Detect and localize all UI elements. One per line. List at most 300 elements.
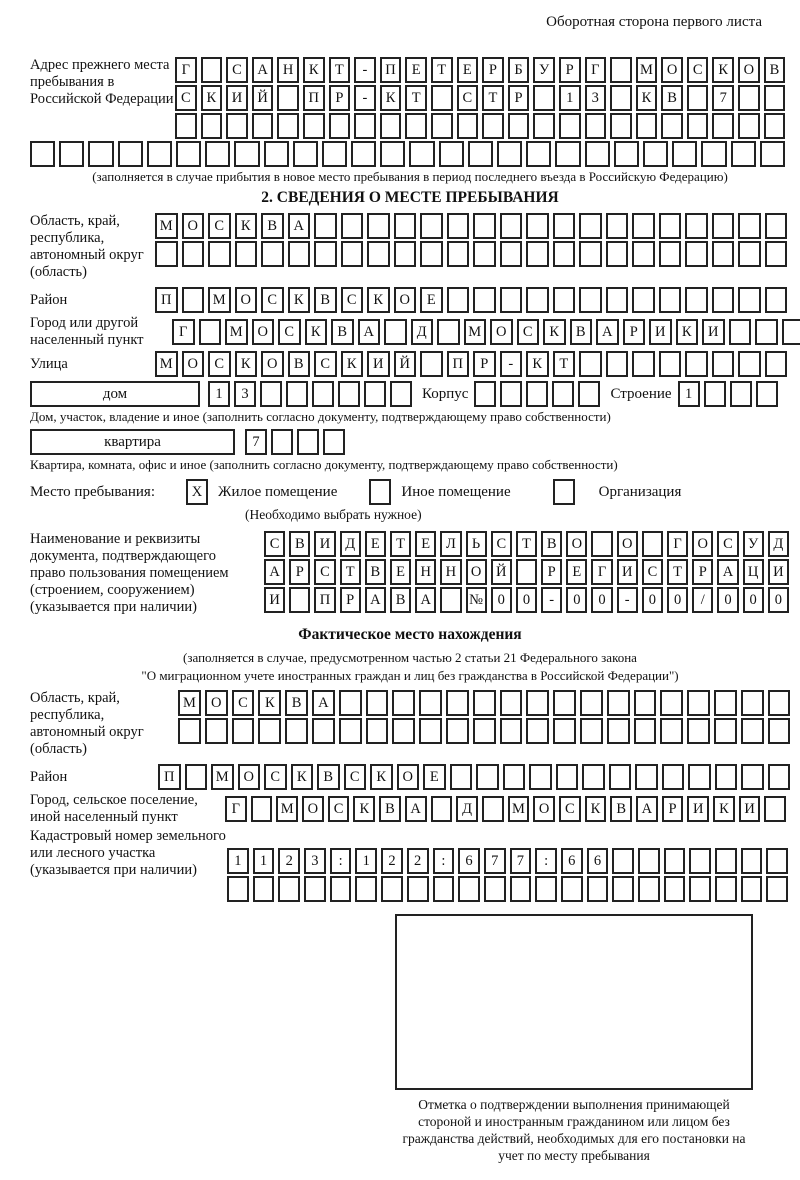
char-cell[interactable]: 7 [510, 848, 532, 874]
char-cell[interactable]: 0 [743, 587, 764, 613]
char-cell[interactable] [741, 876, 763, 902]
char-cell[interactable]: Д [340, 531, 361, 557]
char-cell[interactable]: С [278, 319, 301, 345]
char-cell[interactable]: К [341, 351, 364, 377]
char-cell[interactable]: О [466, 559, 487, 585]
char-cell[interactable]: Й [394, 351, 417, 377]
char-cell[interactable] [155, 241, 178, 267]
char-cell[interactable]: С [226, 57, 248, 83]
char-cell[interactable]: 0 [717, 587, 738, 613]
char-cell[interactable] [579, 213, 602, 239]
char-cell[interactable] [304, 876, 326, 902]
char-cell[interactable]: : [535, 848, 557, 874]
char-cell[interactable]: М [276, 796, 298, 822]
char-cell[interactable]: О [533, 796, 555, 822]
char-cell[interactable] [712, 351, 735, 377]
char-cell[interactable] [450, 764, 473, 790]
char-cell[interactable]: 3 [585, 85, 607, 111]
char-cell[interactable] [473, 213, 496, 239]
char-cell[interactable]: 2 [278, 848, 300, 874]
char-cell[interactable] [715, 848, 737, 874]
char-cell[interactable]: К [305, 319, 328, 345]
char-cell[interactable] [741, 764, 764, 790]
char-cell[interactable]: Д [411, 319, 434, 345]
char-cell[interactable]: Е [423, 764, 446, 790]
char-cell[interactable]: - [617, 587, 638, 613]
char-cell[interactable]: Д [768, 531, 789, 557]
char-cell[interactable]: К [367, 287, 390, 313]
char-cell[interactable]: К [585, 796, 607, 822]
char-cell[interactable] [277, 85, 299, 111]
char-cell[interactable]: Р [508, 85, 530, 111]
char-cell[interactable]: С [642, 559, 663, 585]
char-cell[interactable]: - [541, 587, 562, 613]
char-cell[interactable] [738, 287, 761, 313]
char-cell[interactable]: / [692, 587, 713, 613]
char-cell[interactable]: 6 [458, 848, 480, 874]
char-cell[interactable] [636, 113, 658, 139]
char-cell[interactable] [585, 141, 610, 167]
char-cell[interactable]: О [394, 287, 417, 313]
char-cell[interactable] [768, 764, 791, 790]
char-cell[interactable]: К [235, 351, 258, 377]
char-cell[interactable]: Р [329, 85, 351, 111]
char-cell[interactable] [147, 141, 172, 167]
char-cell[interactable] [500, 718, 523, 744]
char-cell[interactable] [420, 241, 443, 267]
checkbox[interactable] [553, 479, 575, 505]
char-cell[interactable]: Г [175, 57, 197, 83]
char-cell[interactable] [208, 241, 231, 267]
char-cell[interactable] [712, 241, 735, 267]
char-cell[interactable] [446, 690, 469, 716]
char-cell[interactable] [741, 690, 764, 716]
char-cell[interactable] [685, 351, 708, 377]
char-cell[interactable] [351, 141, 376, 167]
char-cell[interactable] [394, 241, 417, 267]
char-cell[interactable] [205, 718, 228, 744]
char-cell[interactable] [473, 241, 496, 267]
char-cell[interactable] [500, 381, 522, 407]
char-cell[interactable] [201, 57, 223, 83]
char-cell[interactable] [738, 213, 761, 239]
char-cell[interactable] [277, 113, 299, 139]
char-cell[interactable]: О [738, 57, 760, 83]
char-cell[interactable] [201, 113, 223, 139]
char-cell[interactable] [88, 141, 113, 167]
char-cell[interactable] [712, 113, 734, 139]
char-cell[interactable] [712, 213, 735, 239]
char-cell[interactable]: 3 [234, 381, 256, 407]
char-cell[interactable]: С [491, 531, 512, 557]
char-cell[interactable]: Р [289, 559, 310, 585]
char-cell[interactable] [526, 690, 549, 716]
char-cell[interactable] [405, 113, 427, 139]
char-cell[interactable] [182, 241, 205, 267]
checkbox[interactable] [369, 479, 391, 505]
char-cell[interactable]: К [526, 351, 549, 377]
char-cell[interactable] [420, 351, 443, 377]
char-cell[interactable]: Т [516, 531, 537, 557]
char-cell[interactable] [580, 718, 603, 744]
char-cell[interactable] [226, 113, 248, 139]
char-cell[interactable] [175, 113, 197, 139]
char-cell[interactable] [729, 319, 752, 345]
char-cell[interactable] [755, 319, 778, 345]
char-cell[interactable]: В [285, 690, 308, 716]
char-cell[interactable]: Р [662, 796, 684, 822]
char-cell[interactable] [339, 718, 362, 744]
char-cell[interactable] [312, 718, 335, 744]
char-cell[interactable] [314, 213, 337, 239]
char-cell[interactable]: Е [566, 559, 587, 585]
char-cell[interactable]: М [208, 287, 231, 313]
char-cell[interactable] [607, 690, 630, 716]
char-cell[interactable]: 7 [484, 848, 506, 874]
char-cell[interactable]: К [676, 319, 699, 345]
char-cell[interactable]: А [415, 587, 436, 613]
char-cell[interactable]: О [661, 57, 683, 83]
char-cell[interactable]: С [341, 287, 364, 313]
char-cell[interactable] [227, 876, 249, 902]
char-cell[interactable] [232, 718, 255, 744]
char-cell[interactable]: И [264, 587, 285, 613]
char-cell[interactable] [431, 796, 453, 822]
char-cell[interactable] [559, 113, 581, 139]
char-cell[interactable]: 0 [591, 587, 612, 613]
char-cell[interactable] [529, 764, 552, 790]
char-cell[interactable] [635, 764, 658, 790]
char-cell[interactable] [322, 141, 347, 167]
char-cell[interactable] [458, 876, 480, 902]
char-cell[interactable] [380, 141, 405, 167]
char-cell[interactable]: П [447, 351, 470, 377]
char-cell[interactable] [765, 351, 788, 377]
char-cell[interactable] [235, 241, 258, 267]
char-cell[interactable] [687, 718, 710, 744]
char-cell[interactable] [765, 241, 788, 267]
char-cell[interactable]: : [433, 848, 455, 874]
char-cell[interactable] [715, 764, 738, 790]
char-cell[interactable]: В [288, 351, 311, 377]
char-cell[interactable]: Н [440, 559, 461, 585]
char-cell[interactable]: А [405, 796, 427, 822]
char-cell[interactable] [535, 876, 557, 902]
char-cell[interactable] [482, 113, 504, 139]
char-cell[interactable]: Г [667, 531, 688, 557]
char-cell[interactable] [118, 141, 143, 167]
char-cell[interactable] [741, 718, 764, 744]
char-cell[interactable] [766, 876, 788, 902]
char-cell[interactable]: М [178, 690, 201, 716]
char-cell[interactable]: Т [390, 531, 411, 557]
char-cell[interactable] [526, 381, 548, 407]
char-cell[interactable] [392, 690, 415, 716]
char-cell[interactable]: В [261, 213, 284, 239]
char-cell[interactable] [473, 287, 496, 313]
char-cell[interactable] [782, 319, 800, 345]
char-cell[interactable] [738, 85, 760, 111]
char-cell[interactable]: К [303, 57, 325, 83]
char-cell[interactable]: В [289, 531, 310, 557]
char-cell[interactable] [526, 287, 549, 313]
char-cell[interactable]: 6 [587, 848, 609, 874]
char-cell[interactable] [367, 241, 390, 267]
char-cell[interactable] [689, 848, 711, 874]
char-cell[interactable] [205, 141, 230, 167]
char-cell[interactable]: М [225, 319, 248, 345]
char-cell[interactable]: 7 [712, 85, 734, 111]
char-cell[interactable]: С [261, 287, 284, 313]
char-cell[interactable]: П [303, 85, 325, 111]
char-cell[interactable]: О [302, 796, 324, 822]
char-cell[interactable] [384, 319, 407, 345]
char-cell[interactable] [330, 876, 352, 902]
char-cell[interactable] [642, 531, 663, 557]
char-cell[interactable] [632, 287, 655, 313]
char-cell[interactable]: И [649, 319, 672, 345]
char-cell[interactable] [632, 213, 655, 239]
char-cell[interactable] [433, 876, 455, 902]
char-cell[interactable]: И [739, 796, 761, 822]
char-cell[interactable] [407, 876, 429, 902]
char-cell[interactable]: В [764, 57, 786, 83]
char-cell[interactable]: 2 [407, 848, 429, 874]
char-cell[interactable] [659, 213, 682, 239]
char-cell[interactable] [738, 241, 761, 267]
char-cell[interactable] [474, 381, 496, 407]
char-cell[interactable] [578, 381, 600, 407]
char-cell[interactable]: К [712, 57, 734, 83]
char-cell[interactable] [323, 429, 345, 455]
char-cell[interactable] [672, 141, 697, 167]
char-cell[interactable] [764, 85, 786, 111]
char-cell[interactable]: Д [456, 796, 478, 822]
char-cell[interactable]: И [702, 319, 725, 345]
char-cell[interactable] [355, 876, 377, 902]
char-cell[interactable] [354, 113, 376, 139]
char-cell[interactable] [687, 85, 709, 111]
char-cell[interactable]: О [617, 531, 638, 557]
char-cell[interactable] [659, 351, 682, 377]
char-cell[interactable] [731, 141, 756, 167]
char-cell[interactable] [341, 213, 364, 239]
char-cell[interactable]: О [238, 764, 261, 790]
char-cell[interactable] [468, 141, 493, 167]
char-cell[interactable] [659, 241, 682, 267]
char-cell[interactable]: 2 [381, 848, 403, 874]
char-cell[interactable] [394, 213, 417, 239]
char-cell[interactable]: С [328, 796, 350, 822]
char-cell[interactable]: 6 [561, 848, 583, 874]
char-cell[interactable] [473, 718, 496, 744]
char-cell[interactable] [685, 287, 708, 313]
char-cell[interactable]: С [314, 559, 335, 585]
char-cell[interactable] [585, 113, 607, 139]
char-cell[interactable]: 0 [768, 587, 789, 613]
char-cell[interactable]: И [768, 559, 789, 585]
char-cell[interactable]: М [211, 764, 234, 790]
char-cell[interactable]: Й [252, 85, 274, 111]
char-cell[interactable] [252, 113, 274, 139]
char-cell[interactable]: В [390, 587, 411, 613]
char-cell[interactable] [687, 690, 710, 716]
char-cell[interactable]: М [636, 57, 658, 83]
char-cell[interactable]: Е [365, 531, 386, 557]
char-cell[interactable]: О [182, 351, 205, 377]
char-cell[interactable] [516, 559, 537, 585]
char-cell[interactable]: В [570, 319, 593, 345]
char-cell[interactable] [685, 241, 708, 267]
char-cell[interactable] [303, 113, 325, 139]
char-cell[interactable] [664, 876, 686, 902]
char-cell[interactable] [473, 690, 496, 716]
char-cell[interactable]: Е [405, 57, 427, 83]
char-cell[interactable]: И [314, 531, 335, 557]
char-cell[interactable] [497, 141, 522, 167]
char-cell[interactable]: Е [420, 287, 443, 313]
char-cell[interactable]: К [291, 764, 314, 790]
char-cell[interactable] [764, 796, 786, 822]
char-cell[interactable]: Т [329, 57, 351, 83]
char-cell[interactable] [756, 381, 778, 407]
char-cell[interactable] [580, 690, 603, 716]
char-cell[interactable]: О [235, 287, 258, 313]
char-cell[interactable] [271, 429, 293, 455]
char-cell[interactable]: К [543, 319, 566, 345]
char-cell[interactable] [447, 213, 470, 239]
char-cell[interactable]: А [288, 213, 311, 239]
char-cell[interactable] [634, 690, 657, 716]
char-cell[interactable] [446, 718, 469, 744]
char-cell[interactable]: Р [623, 319, 646, 345]
char-cell[interactable]: О [205, 690, 228, 716]
char-cell[interactable] [484, 876, 506, 902]
char-cell[interactable] [526, 213, 549, 239]
char-cell[interactable] [579, 351, 602, 377]
char-cell[interactable] [662, 764, 685, 790]
char-cell[interactable]: № [466, 587, 487, 613]
char-cell[interactable]: 1 [208, 381, 230, 407]
char-cell[interactable] [341, 241, 364, 267]
char-cell[interactable]: С [314, 351, 337, 377]
char-cell[interactable] [253, 876, 275, 902]
char-cell[interactable]: Т [405, 85, 427, 111]
char-cell[interactable]: Г [172, 319, 195, 345]
char-cell[interactable]: В [661, 85, 683, 111]
char-cell[interactable]: В [379, 796, 401, 822]
char-cell[interactable] [439, 141, 464, 167]
char-cell[interactable]: - [354, 85, 376, 111]
char-cell[interactable]: В [541, 531, 562, 557]
char-cell[interactable]: С [717, 531, 738, 557]
char-cell[interactable]: В [610, 796, 632, 822]
char-cell[interactable] [364, 381, 386, 407]
char-cell[interactable] [632, 241, 655, 267]
char-cell[interactable]: 7 [245, 429, 267, 455]
char-cell[interactable]: С [232, 690, 255, 716]
char-cell[interactable]: И [367, 351, 390, 377]
char-cell[interactable] [741, 848, 763, 874]
char-cell[interactable] [261, 241, 284, 267]
char-cell[interactable] [638, 848, 660, 874]
char-cell[interactable] [704, 381, 726, 407]
char-cell[interactable] [768, 718, 791, 744]
char-cell[interactable] [760, 141, 785, 167]
char-cell[interactable] [431, 113, 453, 139]
char-cell[interactable] [664, 848, 686, 874]
char-cell[interactable]: А [717, 559, 738, 585]
char-cell[interactable] [634, 718, 657, 744]
char-cell[interactable] [476, 764, 499, 790]
char-cell[interactable]: С [517, 319, 540, 345]
char-cell[interactable] [553, 241, 576, 267]
char-cell[interactable]: О [566, 531, 587, 557]
char-cell[interactable]: К [380, 85, 402, 111]
char-cell[interactable] [264, 141, 289, 167]
checkbox[interactable]: X [186, 479, 208, 505]
char-cell[interactable]: Т [340, 559, 361, 585]
char-cell[interactable]: 1 [253, 848, 275, 874]
char-cell[interactable] [561, 876, 583, 902]
char-cell[interactable] [381, 876, 403, 902]
char-cell[interactable]: М [155, 213, 178, 239]
char-cell[interactable] [185, 764, 208, 790]
char-cell[interactable] [768, 690, 791, 716]
char-cell[interactable]: М [508, 796, 530, 822]
char-cell[interactable]: В [365, 559, 386, 585]
char-cell[interactable] [714, 690, 737, 716]
char-cell[interactable] [293, 141, 318, 167]
char-cell[interactable] [367, 213, 390, 239]
char-cell[interactable] [612, 848, 634, 874]
char-cell[interactable] [199, 319, 222, 345]
char-cell[interactable] [500, 241, 523, 267]
char-cell[interactable] [659, 287, 682, 313]
char-cell[interactable]: О [490, 319, 513, 345]
char-cell[interactable] [526, 241, 549, 267]
char-cell[interactable]: С [687, 57, 709, 83]
char-cell[interactable] [419, 718, 442, 744]
char-cell[interactable] [59, 141, 84, 167]
char-cell[interactable]: 1 [559, 85, 581, 111]
char-cell[interactable]: Ь [466, 531, 487, 557]
char-cell[interactable] [380, 113, 402, 139]
char-cell[interactable] [251, 796, 273, 822]
char-cell[interactable] [526, 718, 549, 744]
char-cell[interactable]: Л [440, 531, 461, 557]
char-cell[interactable] [258, 718, 281, 744]
char-cell[interactable]: К [235, 213, 258, 239]
char-cell[interactable] [338, 381, 360, 407]
char-cell[interactable]: Н [415, 559, 436, 585]
char-cell[interactable] [606, 287, 629, 313]
char-cell[interactable] [552, 381, 574, 407]
char-cell[interactable]: С [208, 213, 231, 239]
char-cell[interactable] [533, 113, 555, 139]
char-cell[interactable] [766, 848, 788, 874]
char-cell[interactable] [482, 796, 504, 822]
char-cell[interactable]: Н [277, 57, 299, 83]
char-cell[interactable]: : [330, 848, 352, 874]
char-cell[interactable]: П [155, 287, 178, 313]
char-cell[interactable]: 0 [491, 587, 512, 613]
char-cell[interactable] [553, 690, 576, 716]
char-cell[interactable]: Г [585, 57, 607, 83]
char-cell[interactable] [286, 381, 308, 407]
char-cell[interactable] [685, 213, 708, 239]
char-cell[interactable]: Г [591, 559, 612, 585]
